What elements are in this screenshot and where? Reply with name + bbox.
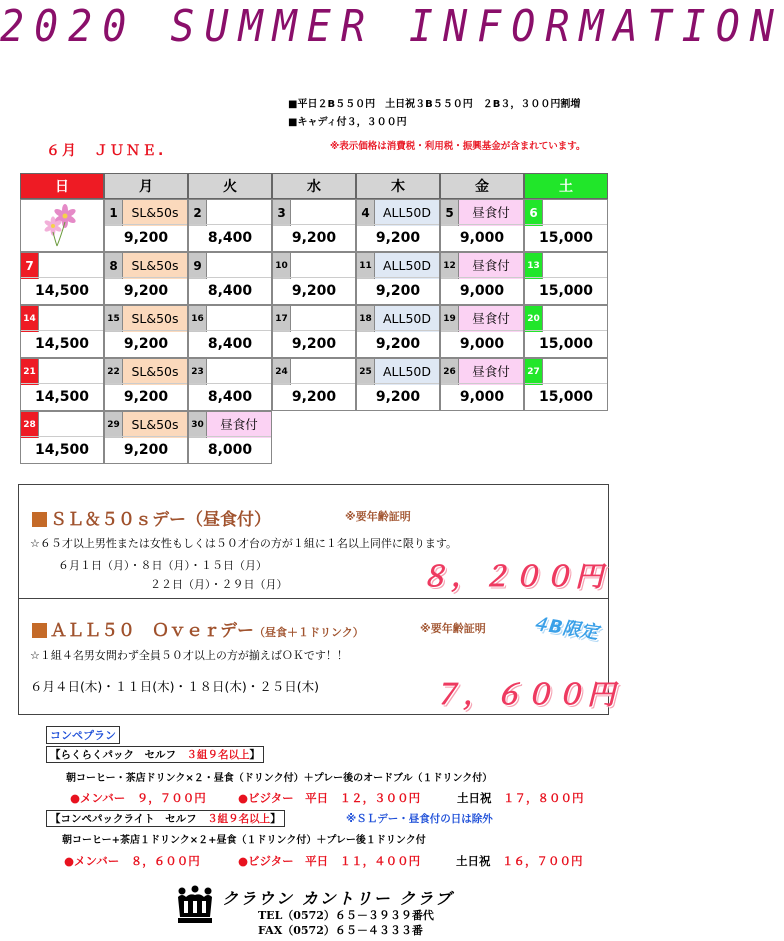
day-plan-tag (543, 359, 607, 385)
calendar-day-cell (104, 411, 188, 464)
calendar-day-cell (188, 252, 272, 305)
calendar-day-cell (188, 411, 272, 464)
day-plan-tag (291, 359, 355, 385)
day-price: 8,400 (189, 277, 271, 304)
plan2-condition: ３組９名以上 (207, 813, 271, 825)
calendar-day-cell (524, 199, 608, 252)
calendar-day-cell (272, 252, 356, 305)
calendar-day-cell (272, 305, 356, 358)
day-number: 9 (189, 253, 207, 279)
day-number: 28 (21, 412, 39, 438)
price-note-2: ■キャディ付３，３００円 (288, 117, 407, 128)
day-price: 9,200 (357, 277, 439, 304)
day-number: 30 (189, 412, 207, 438)
plan2-holiday-label: 土日祝 (456, 854, 491, 868)
sl50-age-requirement: ※要年齢証明 (345, 510, 411, 523)
day-plan-tag: SL&50s (123, 200, 187, 226)
day-number: 29 (105, 412, 123, 438)
plan1-title-close: 】 (249, 749, 260, 761)
plan2-visitor-weekday-price: １１，４００円 (339, 854, 421, 868)
calendar-day-cell (440, 305, 524, 358)
day-plan-tag (207, 253, 271, 279)
sl50-dates-line1: ６月１日（月）・８日（月）・１５日（月） (58, 559, 267, 572)
day-number: 21 (21, 359, 39, 385)
tax-note: ※表示価格は消費税・利用税・振興基金が含まれています。 (330, 141, 586, 152)
day-number: 27 (525, 359, 543, 385)
plan1-visitor-weekday-price: １２，３００円 (339, 791, 421, 805)
club-brand-name: クラウン カントリー クラブ (222, 889, 454, 908)
weekday-header: 土 (524, 173, 608, 199)
day-plan-tag: 昼食付 (459, 253, 523, 279)
day-price: 14,500 (21, 436, 103, 463)
day-plan-tag: ALL50D (375, 200, 439, 226)
all50-day-subtitle: （昼食＋１ドリンク） (254, 626, 364, 639)
day-price: 9,000 (441, 383, 523, 410)
day-number: 24 (273, 359, 291, 385)
day-price: 9,200 (357, 383, 439, 410)
day-plan-tag (543, 253, 607, 279)
day-number: 17 (273, 306, 291, 332)
day-number: 22 (105, 359, 123, 385)
day-number: 25 (357, 359, 375, 385)
day-number: 20 (525, 306, 543, 332)
day-number: 8 (105, 253, 123, 279)
calendar-day-cell (20, 252, 104, 305)
calendar-day-cell (524, 358, 608, 411)
calendar-day-cell (20, 305, 104, 358)
plan2-title-close: 】 (270, 813, 281, 825)
calendar-day-cell (356, 305, 440, 358)
weekday-header: 金 (440, 173, 524, 199)
plan2-exclusion-note: ※ＳＬデー・昼食付の日は除外 (346, 813, 493, 825)
calendar-day-cell (188, 358, 272, 411)
sl50-day-title (32, 505, 271, 530)
square-bullet-icon (32, 512, 47, 527)
day-number: 7 (21, 253, 39, 279)
day-plan-tag (39, 412, 103, 438)
plan2-visitor-weekday (238, 853, 420, 869)
sl50-dates-line2: ２２日（月）・２９日（月） (150, 578, 288, 591)
plan1-holiday (457, 790, 584, 806)
day-plan-tag: 昼食付 (459, 359, 523, 385)
all50-age-requirement: ※要年齢証明 (420, 622, 486, 635)
day-plan-tag: SL&50s (123, 306, 187, 332)
sl50-day-title-text: ＳＬ＆５０ｓデー（昼食付） (50, 510, 271, 530)
day-price: 8,400 (189, 330, 271, 357)
calendar-day-cell (524, 252, 608, 305)
all50-day-title (32, 616, 364, 641)
calendar-day-cell (440, 252, 524, 305)
day-price: 9,200 (105, 330, 187, 357)
day-number: 3 (273, 200, 291, 226)
day-number: 11 (357, 253, 375, 279)
day-plan-tag: SL&50s (123, 359, 187, 385)
calendar-day-cell (20, 199, 104, 252)
plan2-holiday (456, 853, 583, 869)
day-plan-tag: 昼食付 (207, 412, 271, 438)
day-price: 14,500 (21, 383, 103, 410)
day-number: 14 (21, 306, 39, 332)
day-price: 9,200 (273, 330, 355, 357)
sl50-description: ☆６５才以上男性または女性もしくは５０才台の方が１組に１名以上同伴に限ります。 (30, 537, 457, 550)
plan1-member-price: ●メンバー ９，７００円 (70, 791, 206, 805)
plan2-title-text: 【コンペパックライト セルフ (50, 813, 197, 825)
day-plan-tag (207, 200, 271, 226)
day-plan-tag (543, 200, 607, 226)
day-price: 15,000 (525, 383, 607, 410)
day-price: 15,000 (525, 224, 607, 251)
plan1-title-text: 【らくらくパック セルフ (50, 749, 176, 761)
plan1-condition: ３組９名以上 (186, 749, 250, 761)
calendar-day-cell (272, 199, 356, 252)
day-price: 8,000 (189, 436, 271, 463)
day-number: 10 (273, 253, 291, 279)
plan1-title (46, 746, 264, 763)
day-number: 6 (525, 200, 543, 226)
plan1-description: 朝コーヒー・茶店ドリンク×２・昼食（ドリンク付）＋プレー後のオードブル（１ドリンク付） (66, 773, 493, 784)
day-plan-tag: ALL50D (375, 359, 439, 385)
day-number: 12 (441, 253, 459, 279)
day-plan-tag (207, 359, 271, 385)
compe-plan-heading: コンペプラン (46, 726, 120, 744)
day-number: 26 (441, 359, 459, 385)
plan1-visitor-label: ●ビジター 平日 (238, 791, 329, 805)
day-price: 9,000 (441, 277, 523, 304)
calendar-day-cell (20, 411, 104, 464)
calendar-day-cell (272, 358, 356, 411)
calendar-day-cell (20, 358, 104, 411)
day-price: 9,200 (357, 224, 439, 251)
plan1-holiday-label: 土日祝 (457, 791, 492, 805)
day-number: 19 (441, 306, 459, 332)
day-plan-tag (39, 359, 103, 385)
day-price: 9,200 (105, 224, 187, 251)
day-price: 14,500 (21, 277, 103, 304)
calendar-day-cell (104, 305, 188, 358)
club-fax: FAX（0572）６５－４３３３番 (258, 924, 423, 937)
day-number: 13 (525, 253, 543, 279)
day-plan-tag: 昼食付 (459, 306, 523, 332)
day-plan-tag (291, 306, 355, 332)
weekday-header: 月 (104, 173, 188, 199)
plan2-member-price: ●メンバー ８，６００円 (64, 854, 200, 868)
price-note-1: ■平日２B５５０円 土日祝３B５５０円 ２B３，３００円割増 (288, 99, 581, 110)
day-number: 18 (357, 306, 375, 332)
weekday-header: 水 (272, 173, 356, 199)
day-plan-tag (39, 306, 103, 332)
day-price: 15,000 (525, 277, 607, 304)
day-number: 4 (357, 200, 375, 226)
day-price: 9,200 (273, 277, 355, 304)
square-bullet-icon (32, 623, 47, 638)
page-title: 2020 SUMMER INFORMATION (0, 2, 784, 52)
weekday-header: 木 (356, 173, 440, 199)
day-number: 16 (189, 306, 207, 332)
day-price: 15,000 (525, 330, 607, 357)
day-number: 5 (441, 200, 459, 226)
day-price: 9,200 (105, 277, 187, 304)
day-plan-tag: ALL50D (375, 306, 439, 332)
day-number: 15 (105, 306, 123, 332)
day-plan-tag: SL&50s (123, 253, 187, 279)
calendar-day-cell (104, 199, 188, 252)
day-price: 9,200 (273, 224, 355, 251)
day-number: 1 (105, 200, 123, 226)
day-plan-tag (291, 253, 355, 279)
day-plan-tag: 昼食付 (459, 200, 523, 226)
4b-limited-badge: ４B限定 (529, 613, 600, 644)
calendar-day-cell (356, 199, 440, 252)
day-number: 23 (189, 359, 207, 385)
calendar-day-cell (356, 252, 440, 305)
plan1-holiday-price: １７，８００円 (503, 791, 584, 805)
calendar-day-cell (524, 305, 608, 358)
calendar-header-row (20, 173, 608, 199)
weekday-header: 火 (188, 173, 272, 199)
day-price: 9,200 (105, 436, 187, 463)
promo-divider (19, 598, 608, 599)
weekday-header: 日 (20, 173, 104, 199)
plan2-description: 朝コーヒー+茶店１ドリンク×２+昼食（１ドリンク付）＋プレー後１ドリンク付 (62, 835, 426, 846)
plan2-holiday-price: １６，７００円 (502, 854, 583, 868)
all50-dates: ６月４日(木)・１１日(木)・１８日(木)・２５日(木) (30, 679, 320, 694)
calendar-day-cell (188, 305, 272, 358)
plan1-visitor-weekday (238, 790, 420, 806)
day-price: 8,400 (189, 383, 271, 410)
day-plan-tag (207, 306, 271, 332)
calendar-day-cell (440, 199, 524, 252)
day-plan-tag: SL&50s (123, 412, 187, 438)
day-plan-tag (543, 306, 607, 332)
crown-logo-icon (176, 885, 214, 925)
plan2-visitor-label: ●ビジター 平日 (238, 854, 329, 868)
calendar-day-cell (104, 358, 188, 411)
calendar-day-cell (440, 358, 524, 411)
day-number: 2 (189, 200, 207, 226)
month-heading: ６月 ＪＵＮＥ. (46, 143, 166, 159)
sl50-price: ８，２００円 (420, 560, 607, 593)
club-telephone: TEL（0572）６５－３９３９番代 (258, 909, 434, 922)
all50-day-title-text: ＡＬＬ５０ Ｏｖｅｒデー (50, 621, 254, 641)
day-plan-tag (39, 253, 103, 279)
calendar-day-cell (356, 358, 440, 411)
calendar-day-cell (188, 199, 272, 252)
all50-description: ☆１組４名男女問わず全員５０才以上の方が揃えばＯＫです！！ (30, 649, 348, 662)
calendar-day-cell (104, 252, 188, 305)
day-price: 9,200 (105, 383, 187, 410)
day-price: 9,000 (441, 330, 523, 357)
day-price: 14,500 (21, 330, 103, 357)
day-price: 9,200 (273, 383, 355, 410)
all50-price: ７，６００円 (432, 678, 619, 711)
day-price: 9,000 (441, 224, 523, 251)
plan2-title (46, 810, 285, 827)
cosmos-flower-icon (21, 200, 105, 253)
day-plan-tag: ALL50D (375, 253, 439, 279)
day-price: 8,400 (189, 224, 271, 251)
day-price: 9,200 (357, 330, 439, 357)
day-plan-tag (291, 200, 355, 226)
